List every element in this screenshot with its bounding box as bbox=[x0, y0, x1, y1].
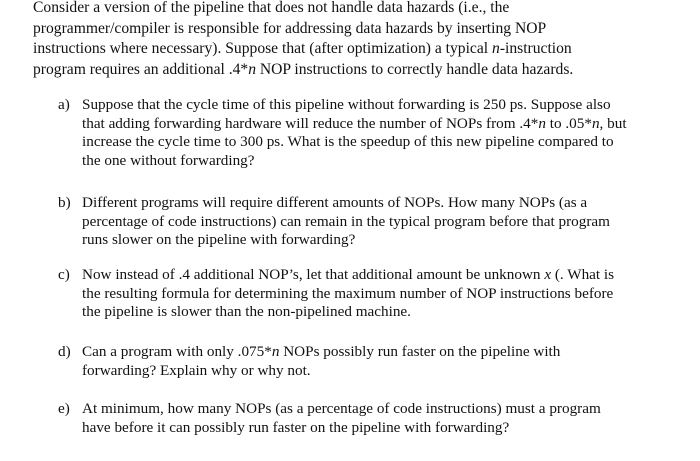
question-line: At minimum, how many NOPs (as a percentage of code instructions) must a program bbox=[82, 400, 601, 417]
question-line: the pipeline is slower than the non-pipelined machine. bbox=[82, 303, 411, 321]
question-marker: b) bbox=[58, 194, 71, 211]
question-line: increase the cycle time to 300 ps. What is the speedup of this new pipeline compared to bbox=[82, 133, 614, 151]
intro-line: instructions where necessary). Suppose that (after optimization) a typical n-instruction bbox=[33, 40, 572, 57]
question-marker: e) bbox=[58, 400, 70, 417]
question-line: percentage of code instructions) can remain in the typical program before that program bbox=[82, 212, 610, 230]
intro-line: programmer/compiler is responsible for addressing data hazards by inserting NOP bbox=[33, 19, 547, 37]
intro-line: program requires an additional .4*n NOP instructions to correctly handle data hazards. bbox=[33, 60, 574, 78]
question-line: forwarding? Explain why or why not. bbox=[82, 361, 311, 379]
question-text bbox=[82, 343, 692, 380]
question-text bbox=[82, 266, 692, 322]
question-line: the one without forwarding? bbox=[82, 151, 255, 169]
question-text bbox=[82, 96, 692, 170]
question-text bbox=[82, 194, 692, 250]
question-marker: c) bbox=[58, 266, 70, 283]
question-marker: a) bbox=[58, 96, 70, 113]
question-line: the resulting formula for determining the maximum number of NOP instructions before bbox=[82, 284, 614, 302]
question-line: runs slower on the pipeline with forwarding? bbox=[82, 231, 356, 249]
question-line: Different programs will require different amounts of NOPs. How many NOPs (as a bbox=[82, 194, 588, 211]
question-line: that adding forwarding hardware will reduce the number of NOPs from .4*n to .05*n, but bbox=[82, 114, 627, 132]
question-text bbox=[82, 400, 692, 437]
question-marker: d) bbox=[58, 343, 71, 360]
question-line: Suppose that the cycle time of this pipeline without forwarding is 250 ps. Suppose also bbox=[82, 96, 611, 113]
question-line: Can a program with only .075*n NOPs possibly run faster on the pipeline with bbox=[82, 343, 561, 360]
intro-paragraph bbox=[33, 0, 683, 80]
question-line: have before it can possibly run faster on the pipeline with forwarding? bbox=[82, 418, 510, 436]
question-line: Now instead of .4 additional NOP’s, let that additional amount be unknown x (. What is bbox=[82, 266, 615, 283]
intro-line: Consider a version of the pipeline that does not handle data hazards (i.e., the bbox=[33, 0, 510, 16]
